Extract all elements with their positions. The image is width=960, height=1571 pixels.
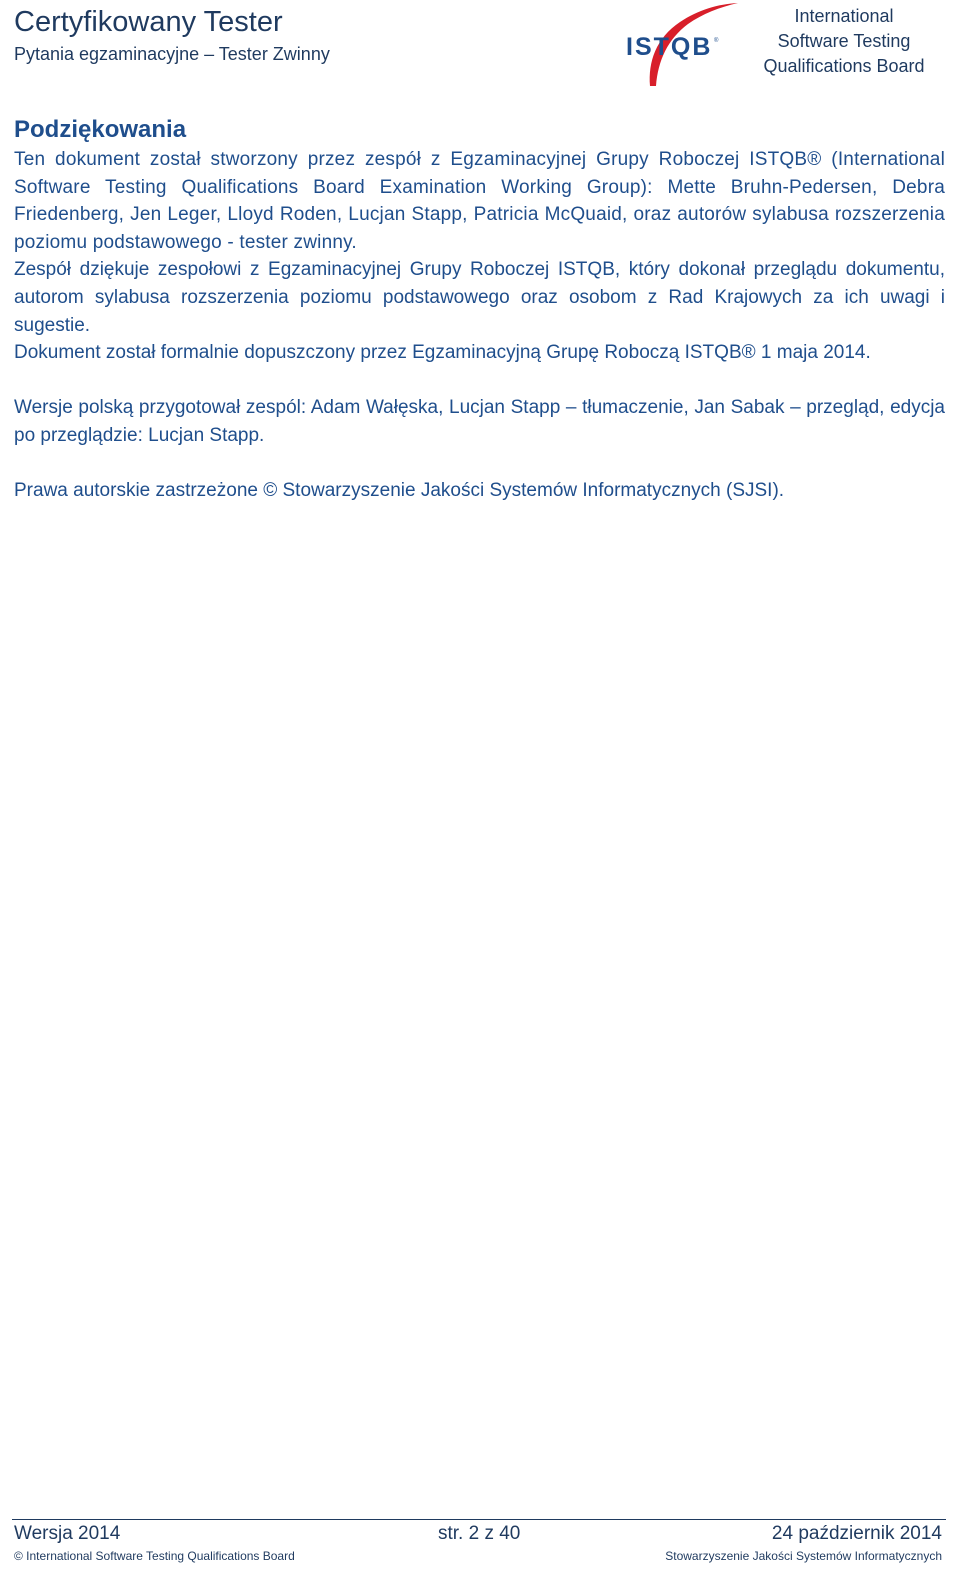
- footer-date: 24 październik 2014: [771, 1523, 942, 1544]
- page-header: [0, 0, 960, 95]
- document-title: Certyfikowany Tester: [14, 6, 283, 38]
- paragraph-approval: Dokument został formalnie dopuszczony przez Egzaminacyjną Grupę Roboczą ISTQB® 1 maja 2014.: [14, 342, 871, 364]
- board-name: [748, 4, 940, 79]
- footer-page-number: str. 2 z 40: [438, 1523, 521, 1544]
- section-heading: Podziękowania: [14, 116, 187, 143]
- board-name-line-3: Qualifications Board: [763, 56, 925, 76]
- spacer: [14, 367, 945, 395]
- footer-copyright: © International Software Testing Qualifications Board: [14, 1549, 295, 1563]
- document-subtitle: Pytania egzaminacyjne – Tester Zwinny: [14, 44, 330, 64]
- spacer: [14, 450, 945, 478]
- footer-version: Wersja 2014: [14, 1523, 121, 1544]
- board-name-line-2: Software Testing: [777, 31, 911, 51]
- page-footer: [0, 1519, 960, 1571]
- paragraph-translation: Wersje polską przygotował zespól: Adam Wałęska, Lucjan Stapp – tłumaczenie, Jan Sabak – przegląd, edycja po przeglądzie: Lucjan Stapp.: [14, 397, 945, 446]
- paragraph-copyright: Prawa autorskie zastrzeżone © Stowarzyszenie Jakości Systemów Informatycznych (SJSI).: [14, 480, 785, 502]
- svg-text:®: ®: [714, 38, 719, 44]
- logo-text: ISTQB: [626, 33, 713, 61]
- paragraph-thanks: Zespół dziękuje zespołowi z Egzaminacyjnej Grupy Roboczej ISTQB, który dokonał przeglądu dokumentu, autorom sylabusa rozszerzenia poziomu podstawowego oraz osobom z Rad Krajowych za ich uwagi i sugestie.: [14, 259, 945, 336]
- istqb-logo: [622, 2, 740, 86]
- footer-association: Stowarzyszenie Jakości Systemów Informatycznych: [665, 1549, 942, 1563]
- paragraph-authors: Ten dokument został stworzony przez zespół z Egzaminacyjnej Grupy Roboczej ISTQB® (International Software Testing Qualifications Board Examination Working Group): Mette Bruhn-Pedersen, Debra Friedenberg, Jen Leger, Lloyd Roden, Lucjan Stapp, Patricia McQuaid, oraz autorów sylabusa rozszerzenia poziomu podstawowego - tester zwinny.: [14, 149, 945, 253]
- footer-divider: [12, 1519, 946, 1520]
- board-name-line-1: International: [794, 6, 894, 26]
- acknowledgements-section: [14, 114, 945, 505]
